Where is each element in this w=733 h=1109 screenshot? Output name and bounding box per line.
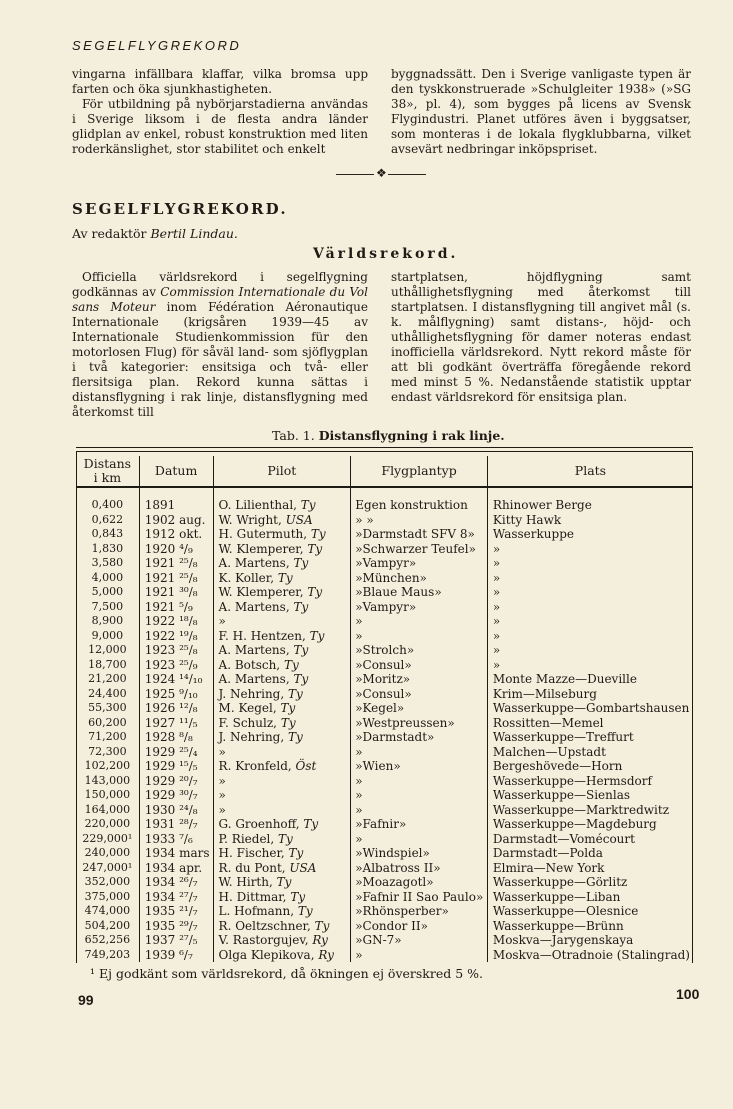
cell-distance: 21,200 [88, 672, 127, 685]
table-row [76, 487, 693, 513]
table-row [76, 832, 693, 847]
cell-place: Malchen—Upstadt [487, 745, 693, 760]
cell-place: Moskva—Jarygenskaya [487, 933, 693, 948]
table-row [76, 542, 693, 557]
cell-plane: »Westpreussen» [351, 716, 488, 731]
cell-date: 1937 ²⁷/₅ [139, 933, 213, 948]
cell-date: 1934 mars [139, 846, 213, 861]
nationality: Ty [293, 643, 309, 657]
cell-pilot: R. du Pont, USA [213, 861, 351, 876]
cell-plane: » [351, 614, 488, 629]
cell-pilot: J. Nehring, Ty [213, 730, 351, 745]
cell-date: 1934 apr. [139, 861, 213, 876]
cell-date: 1923 ²⁵/₉ [139, 658, 213, 673]
table-title: Distansflygning i rak linje. [318, 428, 505, 443]
table-row [76, 730, 693, 745]
nationality: Ty [309, 628, 325, 643]
cell-date: 1902 aug. [139, 513, 213, 528]
cell-pilot: » [213, 614, 351, 629]
cell-distance: 749,203 [84, 947, 131, 961]
table-row [76, 513, 693, 528]
table-row [76, 687, 693, 702]
cell-plane: » [351, 745, 488, 760]
page-number-left: 99 [78, 992, 94, 1008]
cell-place: Moskva—Otradnoie (Stalingrad) [487, 948, 693, 963]
cell-date: 1921 ⁵/₉ [139, 600, 213, 615]
cell-plane: » [351, 803, 488, 818]
byline-prefix: Av redaktör [72, 226, 147, 241]
cell-date: 1924 ¹⁴/₁₀ [139, 672, 213, 687]
header-plane: Flygplantyp [351, 456, 488, 487]
cell-place: Bergeshövede—Horn [487, 759, 693, 774]
cell-plane: »Condor II» [351, 919, 488, 934]
cell-place: Wasserkuppe—Marktredwitz [487, 803, 693, 818]
nationality: Ry [312, 933, 328, 947]
intro-paragraph: byggnadssätt. Den i Sverige vanligaste typen är den tyskkonstruerade »Schulgleiter 1938» (»SG 38», pl. 4), som bygges på licens av Svensk Flygindustri. Planet utföres även i byggsatser, som monteras i de lokala flygklubbarna, vilket avsevärt nedbringar inköpspriset. [391, 67, 691, 156]
cell-date: 1939 ⁶/₇ [139, 948, 213, 963]
cell-date: 1934 ²⁶/₇ [139, 875, 213, 890]
cell-plane: »Fafnir II Sao Paulo» [351, 890, 488, 905]
cell-distance: 55,300 [88, 701, 127, 714]
cell-date: 1934 ²⁷/₇ [139, 890, 213, 905]
body-left-column [72, 270, 368, 420]
cell-pilot: A. Martens, Ty [213, 556, 351, 571]
nationality: Ty [277, 570, 293, 585]
table-row [76, 788, 693, 803]
cell-date: 1933 ⁷/₆ [139, 832, 213, 847]
cell-distance: 352,000 [84, 875, 131, 888]
cell-distance: 375,000 [84, 889, 131, 903]
cell-place: Wasserkuppe—Sienlas [487, 788, 693, 803]
nationality: Ty [307, 541, 323, 556]
cell-distance: 240,000 [84, 846, 131, 859]
cell-distance: 0,622 [91, 512, 124, 526]
table-row [76, 701, 693, 716]
cell-distance: 24,400 [88, 686, 127, 700]
cell-distance: 18,700 [88, 657, 127, 671]
cell-place: Darmstadt—Polda [487, 846, 693, 861]
cell-plane: » [351, 629, 488, 644]
cell-distance: 3,580 [91, 556, 124, 569]
cell-place: Elmira—New York [487, 861, 693, 876]
table-row [76, 759, 693, 774]
table-row [76, 817, 693, 832]
nationality: Ty [307, 585, 323, 599]
table-row [76, 846, 693, 861]
table-row [76, 585, 693, 600]
cell-place: Wasserkuppe—Olesnice [487, 904, 693, 919]
cell-place: » [487, 556, 693, 571]
intro-paragraph: vingarna infällbara klaffar, vilka bromsa upp farten och öka sjunkhastigheten. [72, 67, 368, 96]
diamond-ornament-icon: ❖ [376, 166, 387, 180]
footnote: ¹ Ej godkänt som världsrekord, då ökningen ej överskred 5 %. [90, 966, 483, 981]
cell-plane: »München» [351, 571, 488, 586]
nationality: Ty [314, 918, 330, 933]
cell-pilot: » [213, 745, 351, 760]
cell-place: » [487, 542, 693, 557]
cell-plane: »Strolch» [351, 643, 488, 658]
cell-distance: 164,000 [84, 802, 131, 816]
cell-pilot: J. Nehring, Ty [213, 687, 351, 702]
cell-date: 1912 okt. [139, 527, 213, 542]
cell-place: Kitty Hawk [487, 513, 693, 528]
cell-place: Wasserkuppe—Brünn [487, 919, 693, 934]
cell-pilot: K. Koller, Ty [213, 571, 351, 586]
cell-pilot: P. Riedel, Ty [213, 832, 351, 847]
cell-place: Wasserkuppe—Görlitz [487, 875, 693, 890]
cell-plane: »Moritz» [351, 672, 488, 687]
cell-place: Wasserkuppe—Gombartshausen [487, 701, 693, 716]
cell-pilot: O. Lilienthal, Ty [213, 487, 351, 513]
cell-place: » [487, 614, 693, 629]
cell-pilot: M. Kegel, Ty [213, 701, 351, 716]
intro-right-column [391, 67, 691, 157]
cell-plane: »Vampyr» [351, 556, 488, 571]
table-row [76, 875, 693, 890]
table-number: Tab. 1. [272, 428, 315, 443]
cell-distance: 72,300 [88, 744, 127, 758]
table-top-rule [76, 447, 693, 448]
nationality: Ty [287, 686, 303, 701]
distance-records-table [76, 456, 693, 962]
cell-pilot: » [213, 788, 351, 803]
table-row [76, 933, 693, 948]
cell-place: Wasserkuppe [487, 527, 693, 542]
cell-date: 1921 ²⁵/₈ [139, 571, 213, 586]
nationality: Ty [280, 701, 296, 715]
cell-plane: »Kegel» [351, 701, 488, 716]
nationality: Ty [300, 498, 316, 512]
cell-pilot: A. Martens, Ty [213, 600, 351, 615]
table-row [76, 803, 693, 818]
cell-distance: 8,900 [91, 614, 124, 627]
cell-plane: »Albatross II» [351, 861, 488, 876]
cell-plane: » » [351, 513, 488, 528]
section-divider [336, 168, 426, 180]
cell-distance: 9,000 [91, 628, 124, 642]
cell-pilot: F. Schulz, Ty [213, 716, 351, 731]
nationality: Ty [280, 715, 296, 730]
table-row [76, 861, 693, 876]
cell-distance: 229,000¹ [82, 831, 133, 845]
cell-pilot: A. Martens, Ty [213, 672, 351, 687]
table-row [76, 643, 693, 658]
cell-date: 1935 ²¹/₇ [139, 904, 213, 919]
cell-distance: 1,830 [91, 541, 124, 555]
cell-date: 1926 ¹²/₈ [139, 701, 213, 716]
nationality: Ty [288, 846, 304, 860]
table-header-row [76, 456, 693, 487]
cell-date: 1891 [139, 487, 213, 513]
header-place: Plats [487, 456, 693, 487]
cell-plane: »Fafnir» [351, 817, 488, 832]
cell-date: 1927 ¹¹/₅ [139, 716, 213, 731]
cell-pilot: Olga Klepikova, Ry [213, 948, 351, 963]
cell-pilot: G. Groenhoff, Ty [213, 817, 351, 832]
header-pilot: Pilot [213, 456, 351, 487]
cell-date: 1925 ⁹/₁₀ [139, 687, 213, 702]
cell-plane: »Wien» [351, 759, 488, 774]
cell-distance: 0,843 [91, 527, 124, 540]
page-number-right: 100 [676, 986, 700, 1002]
cell-date: 1922 ¹⁹/₈ [139, 629, 213, 644]
cell-date: 1929 ²⁵/₄ [139, 745, 213, 760]
cell-place: Rossitten—Memel [487, 716, 693, 731]
cell-distance: 143,000 [84, 773, 131, 787]
cell-distance: 60,200 [88, 715, 127, 729]
subsection-title: Världsrekord. [313, 246, 459, 262]
cell-place: Wasserkuppe—Treffurt [487, 730, 693, 745]
cell-date: 1929 ¹⁵/₅ [139, 759, 213, 774]
running-head: SEGELFLYGREKORD [72, 38, 242, 53]
nationality: Ry [318, 947, 334, 962]
nationality: Ty [293, 599, 309, 614]
byline [72, 226, 238, 241]
cell-distance: 5,000 [91, 585, 124, 598]
section-title: SEGELFLYGREKORD. [72, 200, 288, 218]
cell-plane: »Blaue Maus» [351, 585, 488, 600]
nationality: USA [289, 860, 317, 875]
nationality: Öst [295, 759, 317, 773]
nationality: Ty [303, 817, 319, 831]
cell-pilot: L. Hofmann, Ty [213, 904, 351, 919]
cell-plane: »Moazagotl» [351, 875, 488, 890]
table-row [76, 904, 693, 919]
cell-distance: 652,256 [84, 933, 131, 946]
cell-distance: 12,000 [88, 643, 127, 656]
table-row [76, 716, 693, 731]
cell-place: » [487, 585, 693, 600]
cell-plane: »Darmstadt SFV 8» [351, 527, 488, 542]
table-top-rule [76, 451, 693, 452]
table-row [76, 948, 693, 963]
nationality: Ty [293, 556, 309, 570]
cell-pilot: W. Klemperer, Ty [213, 542, 351, 557]
cell-place: Rhinower Berge [487, 487, 693, 513]
cell-plane: » [351, 948, 488, 963]
cell-pilot: W. Hirth, Ty [213, 875, 351, 890]
table-row [76, 774, 693, 789]
cell-pilot: H. Dittmar, Ty [213, 890, 351, 905]
cell-place: » [487, 629, 693, 644]
nationality: Ty [293, 672, 309, 686]
cell-pilot: F. H. Hentzen, Ty [213, 629, 351, 644]
table-row [76, 571, 693, 586]
cell-distance: 474,000 [84, 904, 131, 917]
table-caption [272, 428, 505, 443]
cell-date: 1922 ¹⁸/₈ [139, 614, 213, 629]
commission-name: Commission Internationale du Vol sans Moteur [72, 285, 368, 314]
cell-place: Wasserkuppe—Magdeburg [487, 817, 693, 832]
nationality: Ty [276, 875, 292, 889]
cell-pilot: W. Klemperer, Ty [213, 585, 351, 600]
table-body [76, 487, 693, 962]
nationality: USA [285, 512, 313, 527]
cell-pilot: W. Wright, USA [213, 513, 351, 528]
table-row [76, 527, 693, 542]
cell-pilot: A. Botsch, Ty [213, 658, 351, 673]
body-right-column [391, 270, 691, 405]
cell-place: » [487, 571, 693, 586]
nationality: Ty [287, 730, 303, 744]
table-row [76, 890, 693, 905]
cell-plane: »Consul» [351, 687, 488, 702]
table-row [76, 629, 693, 644]
cell-plane: »GN-7» [351, 933, 488, 948]
cell-pilot: R. Kronfeld, Öst [213, 759, 351, 774]
cell-date: 1921 ²⁵/₈ [139, 556, 213, 571]
cell-date: 1929 ²⁰/₇ [139, 774, 213, 789]
cell-distance: 71,200 [88, 730, 127, 743]
body-paragraph: Officiella världsrekord i segelflygning godkännas av Commission Internationale du Vol sans Moteur inom Fédération Aéronautique Internationale (krigsåren 1939—45 av Internationale Studienkommission für den motorlosen Flug) för såväl land- som sjöflygplan i två kategorier: ensitsiga och två- eller flersitsiga plan. Rekord kunna sättas i distansflygning i rak linje, distansflygning med återkomst till [72, 270, 368, 419]
header-date: Datum [139, 456, 213, 487]
cell-plane: »Vampyr» [351, 600, 488, 615]
cell-date: 1935 ²⁹/₇ [139, 919, 213, 934]
nationality: Ty [278, 831, 293, 846]
intro-left-column [72, 67, 368, 157]
cell-distance: 150,000 [84, 788, 131, 801]
cell-plane: » [351, 788, 488, 803]
cell-place: » [487, 600, 693, 615]
nationality: Ty [310, 527, 326, 541]
cell-pilot: H. Gutermuth, Ty [213, 527, 351, 542]
cell-date: 1923 ²⁵/₈ [139, 643, 213, 658]
table-row [76, 658, 693, 673]
table-row [76, 600, 693, 615]
nationality: Ty [290, 889, 306, 904]
cell-date: 1929 ³⁰/₇ [139, 788, 213, 803]
table-row [76, 614, 693, 629]
cell-plane: » [351, 832, 488, 847]
cell-date: 1930 ²⁴/₈ [139, 803, 213, 818]
cell-date: 1921 ³⁰/₈ [139, 585, 213, 600]
cell-plane: »Windspiel» [351, 846, 488, 861]
cell-distance: 7,500 [91, 599, 124, 613]
cell-pilot: » [213, 803, 351, 818]
cell-pilot: A. Martens, Ty [213, 643, 351, 658]
cell-distance: 504,200 [84, 918, 131, 932]
table-row [76, 556, 693, 571]
cell-pilot: » [213, 774, 351, 789]
cell-distance: 4,000 [91, 570, 124, 584]
cell-distance: 247,000¹ [82, 860, 133, 874]
cell-place: Wasserkuppe—Liban [487, 890, 693, 905]
cell-distance: 0,400 [91, 498, 124, 511]
cell-date: 1920 ⁴/₉ [139, 542, 213, 557]
cell-place: Wasserkuppe—Hermsdorf [487, 774, 693, 789]
cell-place: » [487, 658, 693, 673]
cell-plane: Egen konstruktion [351, 487, 488, 513]
cell-place: Darmstadt—Vomécourt [487, 832, 693, 847]
cell-date: 1931 ²⁸/₇ [139, 817, 213, 832]
cell-place: Monte Mazze—Dueville [487, 672, 693, 687]
cell-plane: »Darmstadt» [351, 730, 488, 745]
cell-plane: »Consul» [351, 658, 488, 673]
header-distance: Distans i km [83, 456, 132, 485]
cell-place: Krim—Milseburg [487, 687, 693, 702]
nationality: Ty [297, 904, 313, 918]
cell-pilot: V. Rastorgujev, Ry [213, 933, 351, 948]
cell-distance: 220,000 [84, 817, 131, 830]
cell-pilot: R. Oeltzschner, Ty [213, 919, 351, 934]
cell-date: 1928 ⁸/₈ [139, 730, 213, 745]
table-row [76, 919, 693, 934]
cell-plane: »Rhönsperber» [351, 904, 488, 919]
cell-place: » [487, 643, 693, 658]
body-paragraph: startplatsen, höjdflygning samt uthållighetsflygning med återkomst till startplatsen. I distansflygning till angivet mål (s. k. målflygning) samt distans-, höjd- och uthållighetsflygning för damer noteras endast inofficiella världsrekord. Nytt rekord måste för att bli godkänt överträffa föregående rekord med minst 5 %. Nedanstående statistik upptar endast världsrekord för ensitsiga plan. [391, 270, 691, 404]
nationality: Ty [283, 657, 299, 672]
cell-distance: 102,200 [84, 759, 131, 772]
cell-plane: » [351, 774, 488, 789]
table-row [76, 672, 693, 687]
table-row [76, 745, 693, 760]
byline-author: Bertil Lindau. [150, 226, 238, 241]
cell-pilot: H. Fischer, Ty [213, 846, 351, 861]
cell-plane: »Schwarzer Teufel» [351, 542, 488, 557]
intro-paragraph: För utbildning på nybörjarstadierna användas i Sverige liksom i de flesta andra länder glidplan av enkel, robust konstruktion med liten roderkänslighet, stor stabilitet och enkelt [72, 97, 368, 156]
